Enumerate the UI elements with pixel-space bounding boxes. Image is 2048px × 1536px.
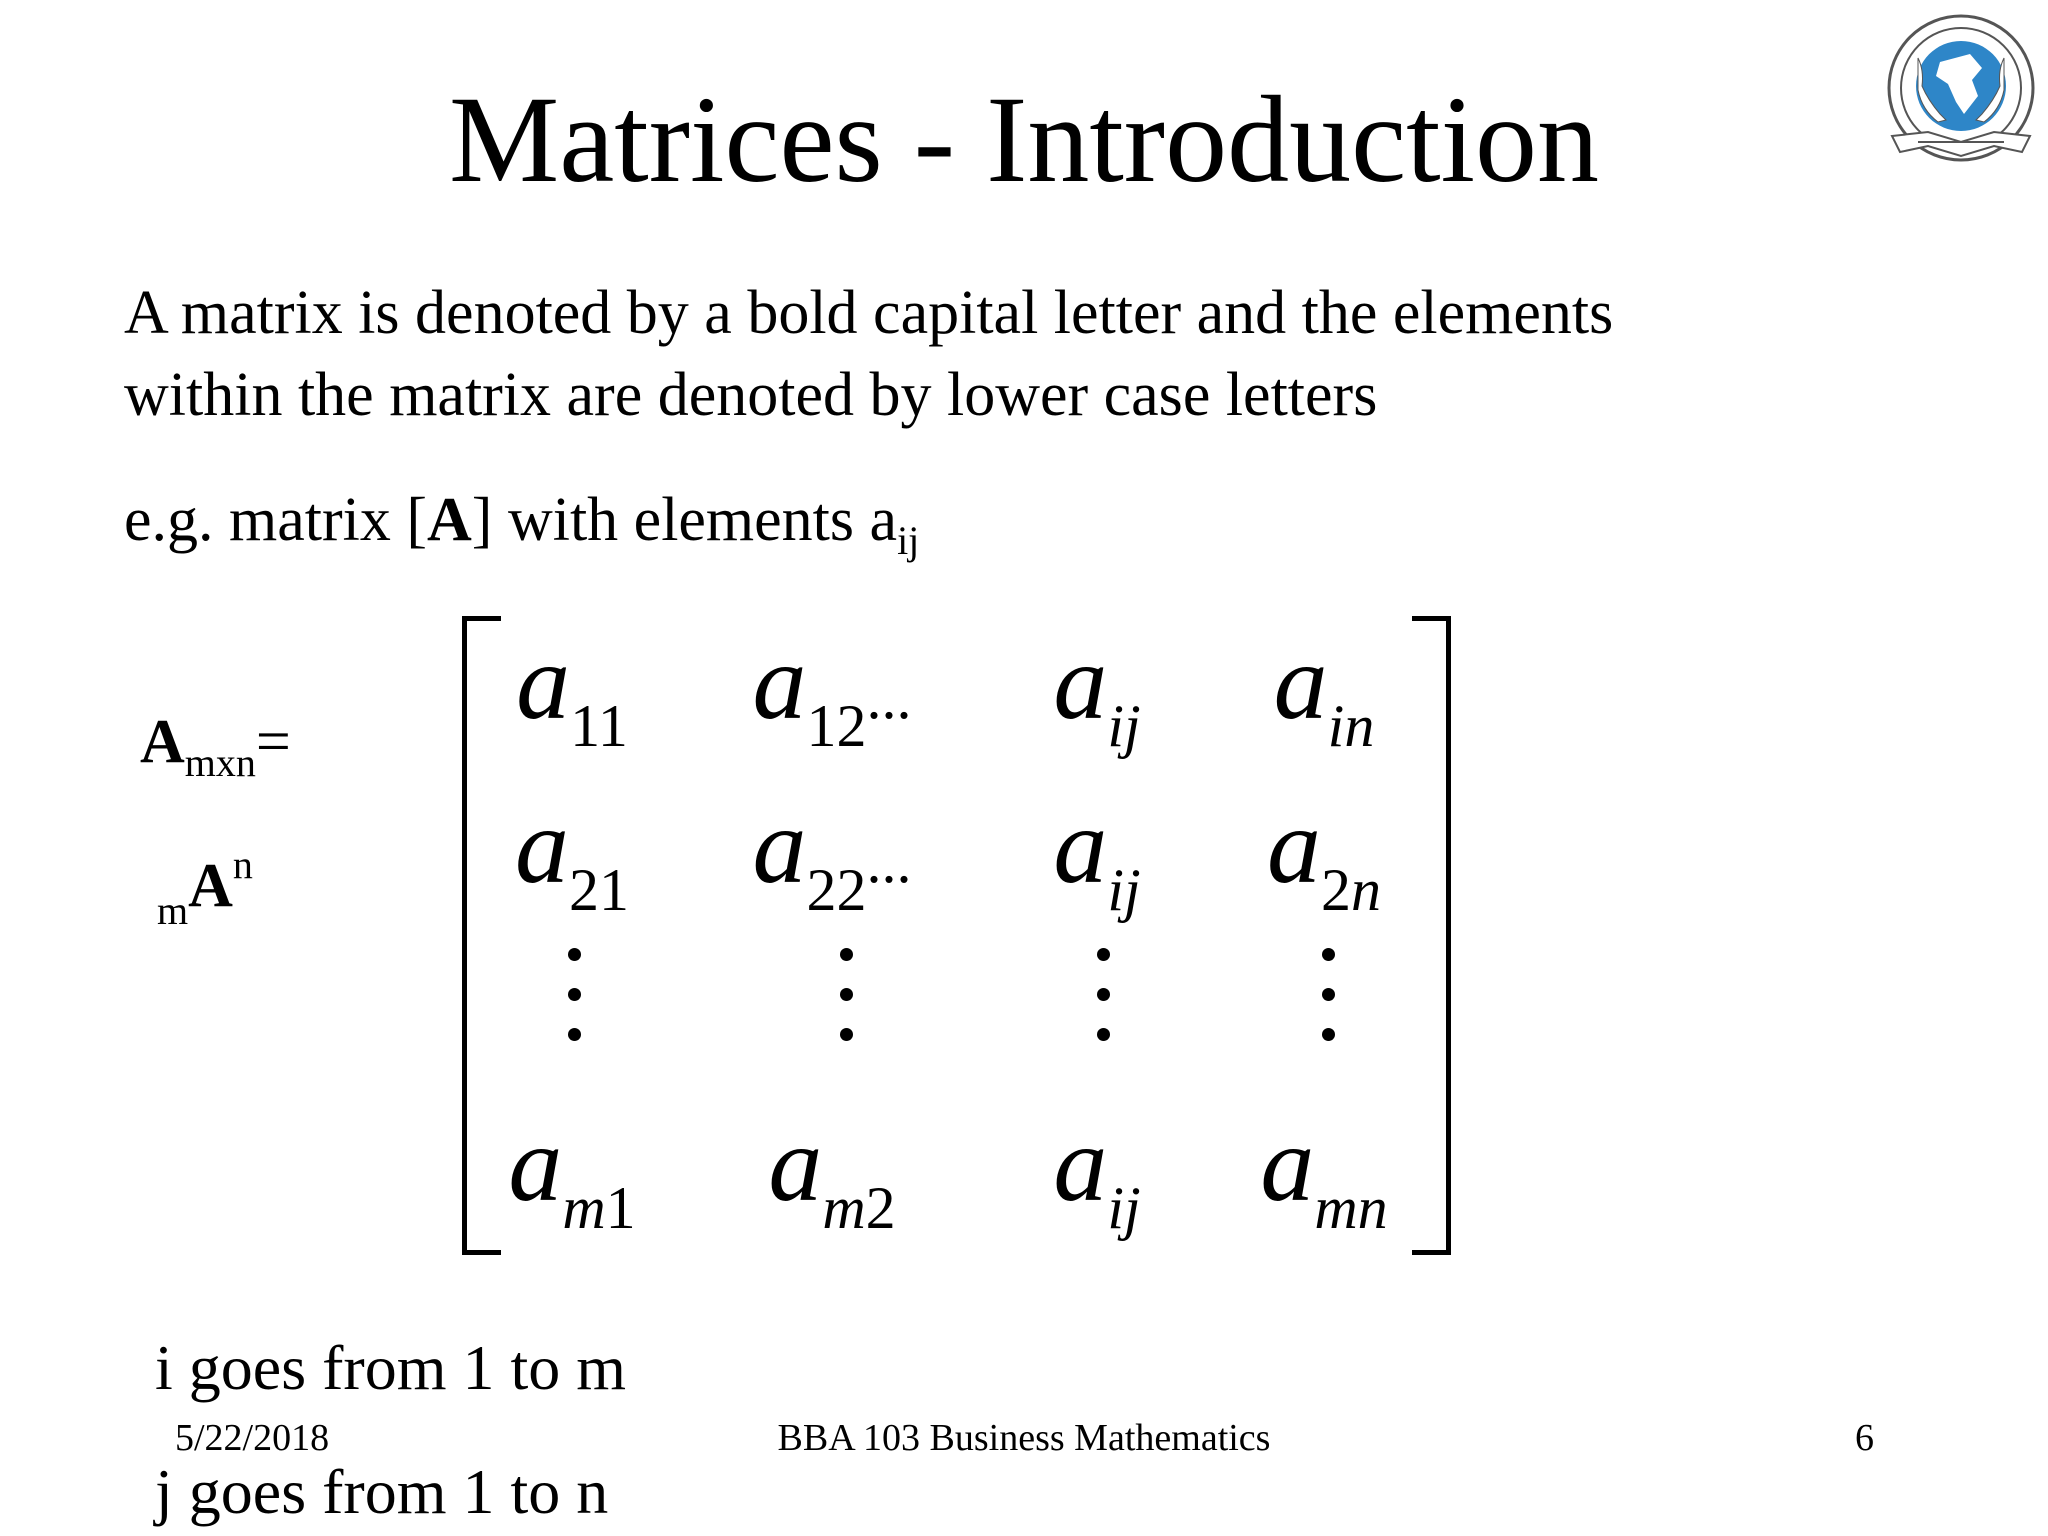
- example-prefix: e.g. matrix [: [124, 486, 428, 554]
- matrix-element-subscript: ij: [1107, 857, 1141, 923]
- matrix-element-subscript: mn: [1314, 1175, 1388, 1241]
- example-middle: ] with elements a: [471, 486, 898, 554]
- matrix-element: [1194, 1105, 1454, 1263]
- matrix-element-subscript: 22: [806, 857, 867, 923]
- matrix-element-base: a: [752, 623, 807, 742]
- matrix-element-subscript: ij: [1107, 693, 1141, 759]
- intro-paragraph: [124, 272, 1884, 436]
- ellipsis-dot: [840, 948, 853, 961]
- matrix-subscript-part: 2: [865, 1175, 896, 1241]
- matrix-vertical-ellipsis-icon: [564, 948, 584, 1048]
- ellipsis-dot: [840, 988, 853, 1001]
- notation-m-a-n: [157, 825, 253, 951]
- matrix-element-base: a: [1260, 1105, 1315, 1224]
- matrix-subscript-part: m: [822, 1175, 866, 1241]
- matrix-element-base: a: [1053, 623, 1108, 742]
- footer-course: BBA 103 Business Mathematics: [777, 1417, 1271, 1459]
- matrix-element: [442, 623, 702, 781]
- institute-seal-icon: [1878, 10, 2044, 170]
- matrix-element-subscript: [1321, 857, 1381, 923]
- matrix-element-subscript: in: [1327, 693, 1375, 759]
- example-bold-letter: A: [427, 486, 472, 554]
- matrix-element: [967, 1105, 1227, 1263]
- ellipsis-dot: [1322, 988, 1335, 1001]
- matrix-element-base: a: [515, 787, 569, 906]
- ellipsis-dot: [1322, 948, 1335, 961]
- notation-pre-subscript: m: [157, 888, 189, 933]
- matrix-element-subscript: 21: [569, 857, 629, 923]
- matrix-element-subscript: [822, 1175, 895, 1241]
- ellipsis-dot: [1097, 988, 1110, 1001]
- example-subscript: ij: [897, 518, 920, 563]
- matrix-subscript-part: n: [1351, 857, 1381, 923]
- matrix-subscript-part: m: [562, 1175, 606, 1241]
- matrix-ellipsis: ...: [866, 665, 912, 731]
- ellipsis-dot: [1322, 1028, 1335, 1041]
- ellipsis-dot: [1097, 948, 1110, 961]
- matrix-element: [702, 1105, 962, 1263]
- matrix-element: [702, 623, 962, 781]
- matrix-vertical-ellipsis-icon: [1318, 948, 1338, 1048]
- matrix-element-base: a: [1053, 787, 1108, 906]
- notation-superscript: n: [232, 842, 253, 887]
- ellipsis-dot: [568, 948, 581, 961]
- slide-title: Matrices - Introduction: [448, 71, 1600, 208]
- notation-a-subscript: mxn: [184, 740, 256, 785]
- notation-a-mxn: [140, 702, 291, 803]
- ellipsis-dot: [840, 1028, 853, 1041]
- notation-m-a-letter: A: [188, 852, 233, 920]
- matrix-element-base: a: [1273, 623, 1328, 742]
- matrix-element-base: a: [768, 1105, 823, 1224]
- footer-page-number: 6: [1855, 1417, 1874, 1459]
- matrix-element-base: a: [508, 1105, 563, 1224]
- matrix-element: [967, 787, 1227, 945]
- footer-date: 5/22/2018: [175, 1417, 330, 1459]
- matrix-element: [1194, 787, 1454, 945]
- matrix-ellipsis: ...: [866, 829, 912, 895]
- matrix-element-subscript: [562, 1175, 635, 1241]
- matrix-element: [1194, 623, 1454, 781]
- matrix-element: [967, 623, 1227, 781]
- matrix-subscript-part: 2: [1321, 857, 1351, 923]
- ellipsis-dot: [1097, 1028, 1110, 1041]
- matrix-vertical-ellipsis-icon: [1093, 948, 1113, 1048]
- ellipsis-dot: [568, 1028, 581, 1041]
- matrix-element-subscript: 11: [570, 693, 628, 759]
- notation-a-letter: A: [140, 708, 185, 776]
- matrix-vertical-ellipsis-icon: [836, 948, 856, 1048]
- range-i-text: i goes from 1 to m: [155, 1332, 627, 1403]
- notation-equals: =: [255, 708, 291, 776]
- matrix-element-base: a: [1053, 1105, 1108, 1224]
- matrix-element-base: a: [752, 787, 807, 906]
- matrix-element-subscript: ij: [1107, 1175, 1141, 1241]
- range-j-text: j goes from 1 to n: [155, 1456, 609, 1527]
- matrix-element: [702, 787, 962, 945]
- matrix-element: [442, 1105, 702, 1263]
- ellipsis-dot: [568, 988, 581, 1001]
- matrix-element-subscript: 12: [806, 693, 867, 759]
- example-line: [124, 479, 919, 582]
- intro-line-2: within the matrix are denoted by lower case letters: [124, 361, 1378, 429]
- matrix-element-base: a: [516, 623, 571, 742]
- matrix-subscript-part: 1: [605, 1175, 636, 1241]
- matrix-element-base: a: [1267, 787, 1321, 906]
- matrix-element: [442, 787, 702, 945]
- intro-line-1: A matrix is denoted by a bold capital letter and the elements: [124, 279, 1614, 347]
